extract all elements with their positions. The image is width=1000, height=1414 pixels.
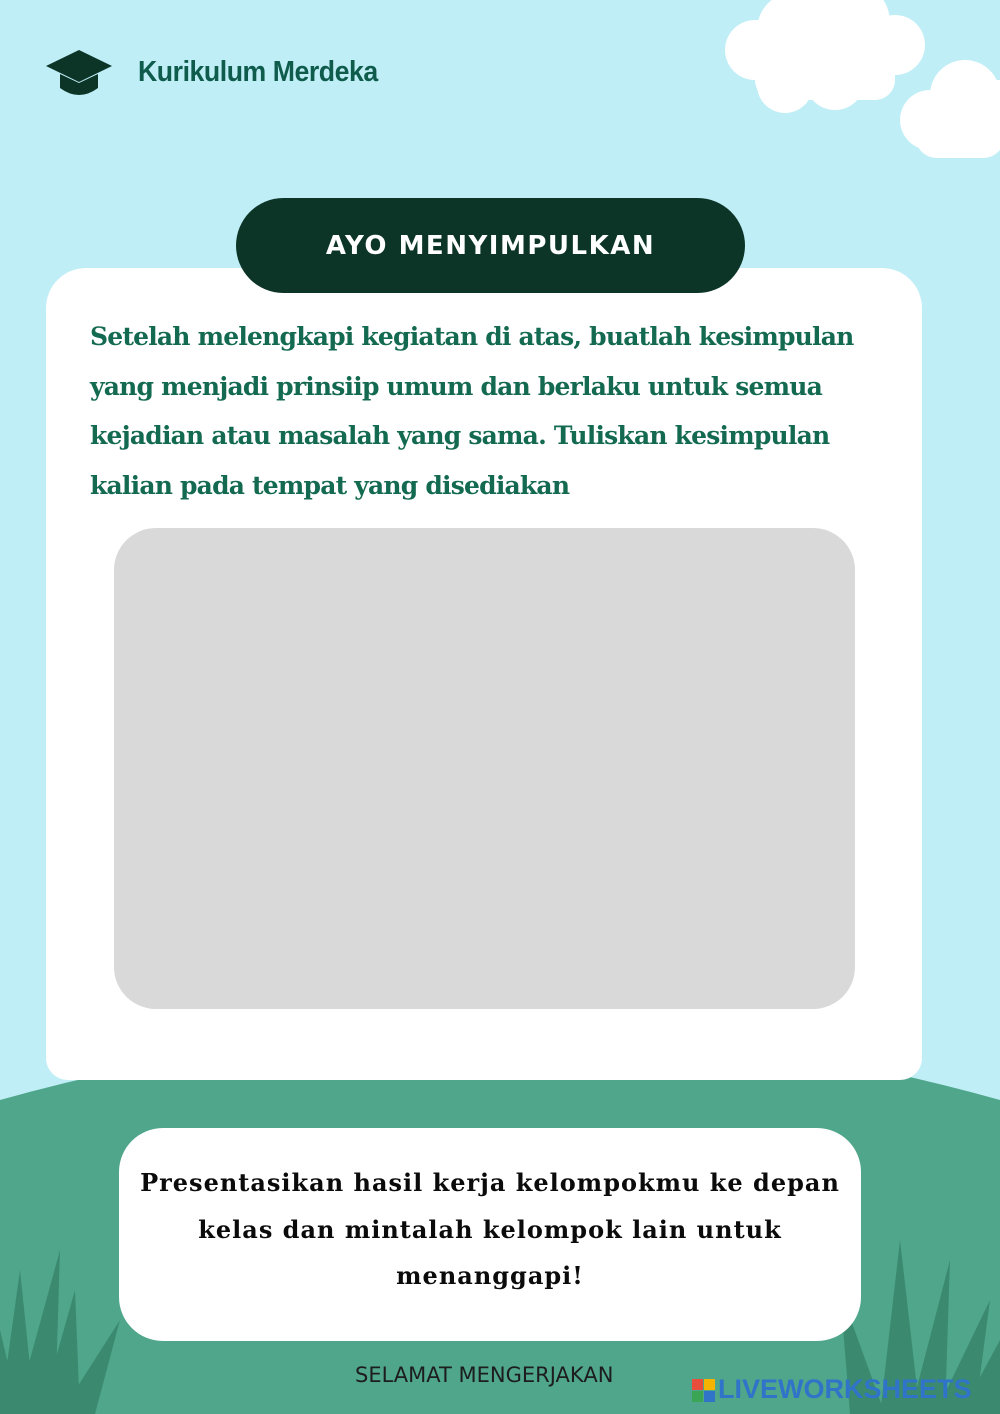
answer-input-box[interactable] bbox=[114, 528, 855, 1009]
brand-title: Kurikulum Merdeka bbox=[138, 56, 378, 88]
graduation-cap-icon bbox=[46, 48, 112, 100]
instruction-text: Setelah melengkapi kegiatan di atas, buatlah kesimpulan yang menjadi prinsiip umum dan berlaku untuk semua kejadian atau masalah yang sama. Tuliskan kesimpulan kalian pada tempat yang disediakan bbox=[90, 322, 854, 500]
section-title-pill bbox=[236, 198, 745, 293]
cloud-decoration bbox=[700, 0, 1000, 170]
liveworksheets-squares-icon bbox=[692, 1375, 716, 1403]
footer-text: SELAMAT MENGERJAKAN bbox=[355, 1363, 614, 1387]
liveworksheets-logo bbox=[692, 1372, 972, 1406]
liveworksheets-wordmark: LIVEWORKSHEETS bbox=[718, 1373, 972, 1404]
section-title: AYO MENYIMPULKAN bbox=[325, 230, 656, 261]
presentation-text: Presentasikan hasil kerja kelompokmu ke depan kelas dan mintalah kelompok lain untuk menanggapi! bbox=[140, 1168, 840, 1290]
